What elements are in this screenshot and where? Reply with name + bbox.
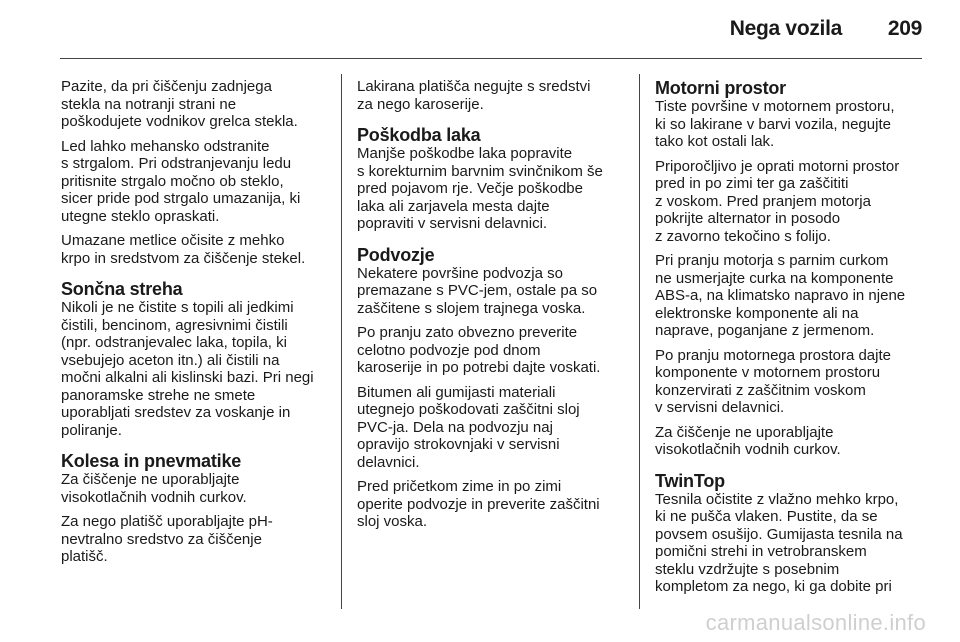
section-heading: Motorni prostor [655,78,786,98]
paragraph: Pri pranju motorja s parnim curkom ne usmerjajte curka na komponente ABS-a, na klimatsko napravo in njene elektronske komponente ali na naprave, poganjane z jermenom. [655,252,906,339]
paragraph: Tiste površine v motornem prostoru, ki so lakirane v barvi vozila, negujte tako kot ostali lak. [655,98,895,150]
section-heading: Poškodba laka [357,125,481,145]
watermark: carmanualsonline.info [705,610,926,635]
paragraph: Za čiščenje ne uporabljajte visokotlačnih vodnih curkov. [655,423,841,458]
paragraph: Nekatere površine podvozja so premazane s PVC-jem, ostale pa so zaščitene s slojem trajnega voska. [357,264,598,317]
paragraph: Pred pričetkom zime in po zimi operite podvozje in preverite zaščitni sloj voska. [357,478,600,530]
paragraph: Lakirana platišča negujte s sredstvi za nego karoserije. [357,78,591,113]
page-number: 209 [887,17,922,40]
column-divider-1 [341,74,342,609]
paragraph: Tesnila očistite z vlažno mehko krpo, ki ne pušča vlaken. Pustite, da se povsem osušijo. Gumijasta tesnila na pomični strehi in vetrobranskem steklu vzdržujte s posebnim kompletom za nego, ki ga dobite pri [655,490,903,595]
header-divider [60,58,922,59]
page-title: Nega vozila [729,17,842,40]
section-heading: Sončna streha [61,279,183,299]
paragraph: Za čiščenje ne uporabljajte visokotlačnih vodnih curkov. [61,471,247,506]
column-divider-2 [639,74,640,609]
paragraph: Umazane metlice očisite z mehko krpo in sredstvom za čiščenje stekel. [61,232,306,267]
text-column-2 [357,78,625,538]
page-header [0,0,960,56]
paragraph: Za nego platišč uporabljajte pH- nevtralno sredstvo za čiščenje platišč. [61,513,273,565]
paragraph: Priporočljivo je oprati motorni prostor pred in po zimi ter ga zaščititi z voskom. Pred pranjem motorja pokrijte alternator in posodo z zavorno tekočino s folijo. [655,157,900,245]
text-column-1 [61,78,329,573]
paragraph: Manjše poškodbe laka popravite s korekturnim barvnim svinčnikom še pred pojavom rje. Večje poškodbe laka ali zarjavela mesta dajte popraviti v servisni delavnici. [357,145,603,232]
section-heading: Podvozje [357,244,435,265]
paragraph: Bitumen ali gumijasti materiali utegnejo poškodovati zaščitni sloj PVC-ja. Dela na podvozju naj opravijo strokovnjaki v servisni delavnici. [357,383,580,471]
section-heading: TwinTop [655,470,725,491]
paragraph: Pazite, da pri čiščenju zadnjega stekla na notranji strani ne poškodujete vodnikov grelca stekla. [61,78,298,130]
section-heading: Kolesa in pnevmatike [61,451,242,471]
paragraph: Led lahko mehansko odstranite s strgalom. Pri odstranjevanju ledu pritisnite strgalo močno ob steklo, sicer pride pod strgalo umazanija, ki utegne steklo opraskati. [61,137,301,225]
paragraph: Nikoli je ne čistite s topili ali jedkimi čistili, bencinom, agresivnimi čistili (npr. odstranjevalec laka, topila, ki vsebujejo aceton itn.) ali čistili na močni alkalni ali kislinski bazi. Pri negi panoramske strehe ne smete uporabljati sredstev za voskanje in poliranje. [61,299,314,439]
paragraph: Po pranju zato obvezno preverite celotno podvozje pod dnom karoserije in po potrebi dajte voskati. [357,324,601,376]
text-column-3 [655,78,923,603]
paragraph: Po pranju motornega prostora dajte komponente v motornem prostoru konzervirati z zaščitnim voskom v servisni delavnici. [655,346,891,416]
